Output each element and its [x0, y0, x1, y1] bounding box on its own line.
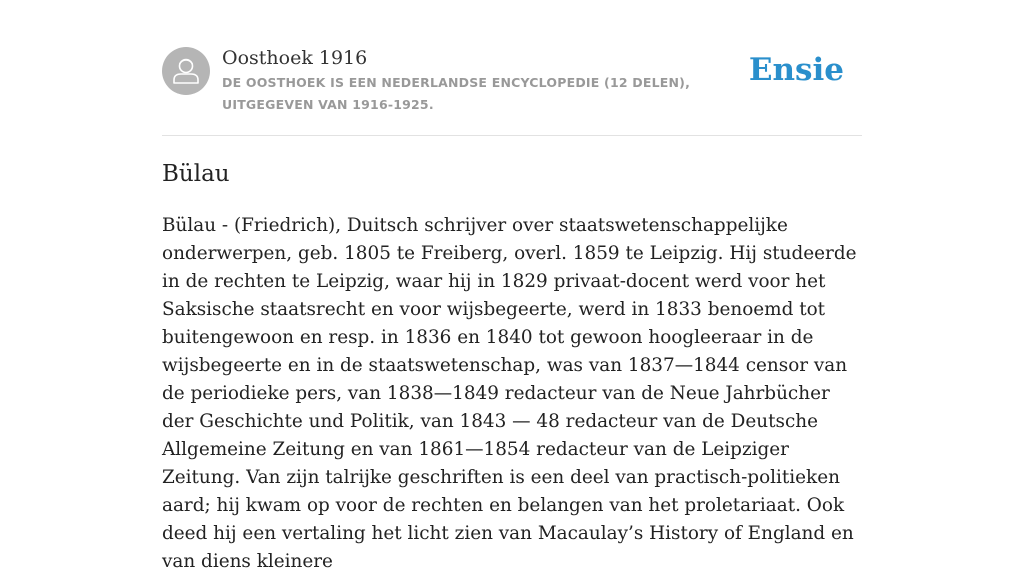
- avatar[interactable]: [162, 47, 210, 95]
- user-icon: [162, 47, 210, 95]
- article-title: Bülau: [162, 161, 230, 187]
- divider: [162, 135, 862, 136]
- article-body: Bülau - (Friedrich), Duitsch schrijver over staatswetenschappelijke onderwerpen, geb. 1805 te Freiberg, overl. 1859 te Leipzig. Hij studeerde in de rechten te Leipzig, waar hij in 1829 privaat-docent werd voor het Saksische staatsrecht en voor wijsbegeerte, werd in 1833 benoemd tot buitengewoon en resp. in 1836 en 1840 tot gewoon hoogleeraar in de wijsbegeerte en in de staatswetenschap, was van 1837—1844 censor van de periodieke pers, van 1838—1849 redacteur van de Neue Jahrbücher der Geschichte und Politik, van 1843 — 48 redacteur van de Deutsche Allgemeine Zeitung en van 1861—1854 redacteur van de Leipziger Zeitung. Van zijn talrijke geschriften is een deel van practisch-politieken aard; hij kwam op voor de rechten en belangen van het proletariaat. Ook deed hij een vertaling het licht zien van Macaulay’s History of England en van diens kleinere: [162, 215, 857, 572]
- source-title[interactable]: Oosthoek 1916: [222, 47, 368, 69]
- source-description: DE OOSTHOEK IS EEN NEDERLANDSE ENCYCLOPEDIE (12 DELEN), UITGEGEVEN VAN 1916-1925.: [222, 75, 691, 112]
- ensie-logo[interactable]: Ensie: [748, 52, 844, 88]
- source-header: [162, 46, 862, 118]
